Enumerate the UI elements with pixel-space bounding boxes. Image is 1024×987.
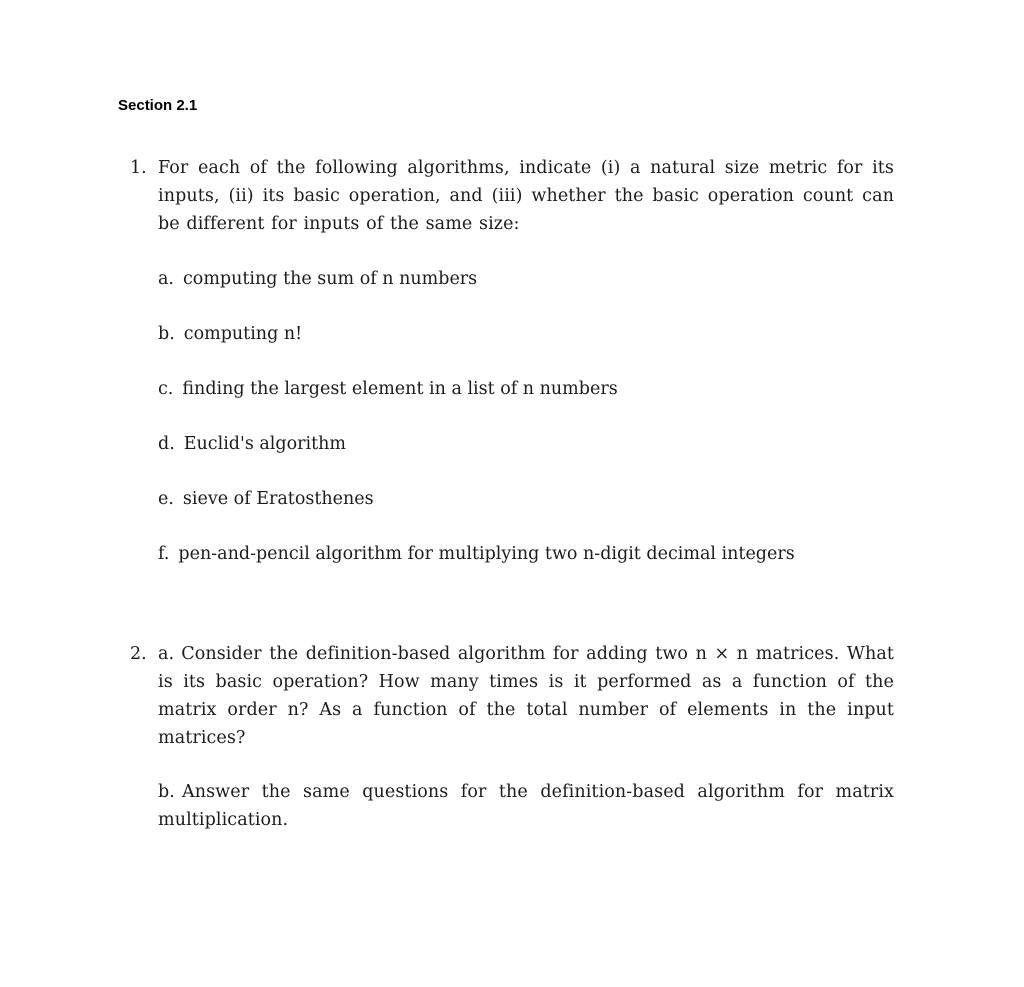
subitem-2b-label: b. [158, 782, 175, 802]
subitem-1f-label: f. [158, 544, 170, 564]
subitem-1e-label: e. [158, 489, 174, 509]
subitem-1d-label: d. [158, 434, 175, 454]
subitem-1a-text: computing the sum of n numbers [183, 269, 478, 289]
subitem-2b [158, 778, 894, 834]
subitem-1b-label: b. [158, 324, 175, 344]
problem-1 [118, 154, 914, 568]
problem-1-number: 1. [130, 158, 147, 178]
subitem-2a-label: a. [158, 644, 175, 664]
subitem-1a-label: a. [158, 269, 174, 289]
subitem-1f-text: pen-and-pencil algorithm for multiplying two n-digit decimal integers [178, 544, 795, 564]
section-heading: Section 2.1 [118, 97, 198, 114]
subitem-1c [158, 375, 894, 403]
problem-1-intro: For each of the following algorithms, indicate (i) a natural size metric for its inputs, (ii) its basic operation, and (iii) whether the basic operation count can be different for inputs of the same size: [158, 158, 894, 234]
subitem-1d-text: Euclid's algorithm [183, 434, 346, 454]
problem-1-body [158, 154, 894, 568]
subitem-1e-text: sieve of Eratosthenes [182, 489, 374, 509]
problem-2-body [158, 640, 894, 834]
subitem-1b [158, 320, 894, 348]
subitem-1a [158, 265, 894, 293]
subitem-1b-text: computing n! [183, 324, 303, 344]
subitem-1f [158, 540, 894, 568]
subitem-1d [158, 430, 894, 458]
subitem-1e [158, 485, 894, 513]
subitem-2a-text: Consider the definition-based algorithm for adding two n × n matrices. What is its basic operation? How many times is it performed as a function of the matrix order n? As a function of the total number of elements in the input matrices? [158, 644, 894, 748]
subitem-2a [158, 640, 894, 752]
subitem-2b-text: Answer the same questions for the definition-based algorithm for matrix multiplication. [158, 782, 894, 830]
subitem-1c-label: c. [158, 379, 174, 399]
problem-2-number: 2. [130, 644, 147, 664]
problem-2 [118, 640, 914, 834]
subitem-1c-text: finding the largest element in a list of n numbers [182, 379, 618, 399]
